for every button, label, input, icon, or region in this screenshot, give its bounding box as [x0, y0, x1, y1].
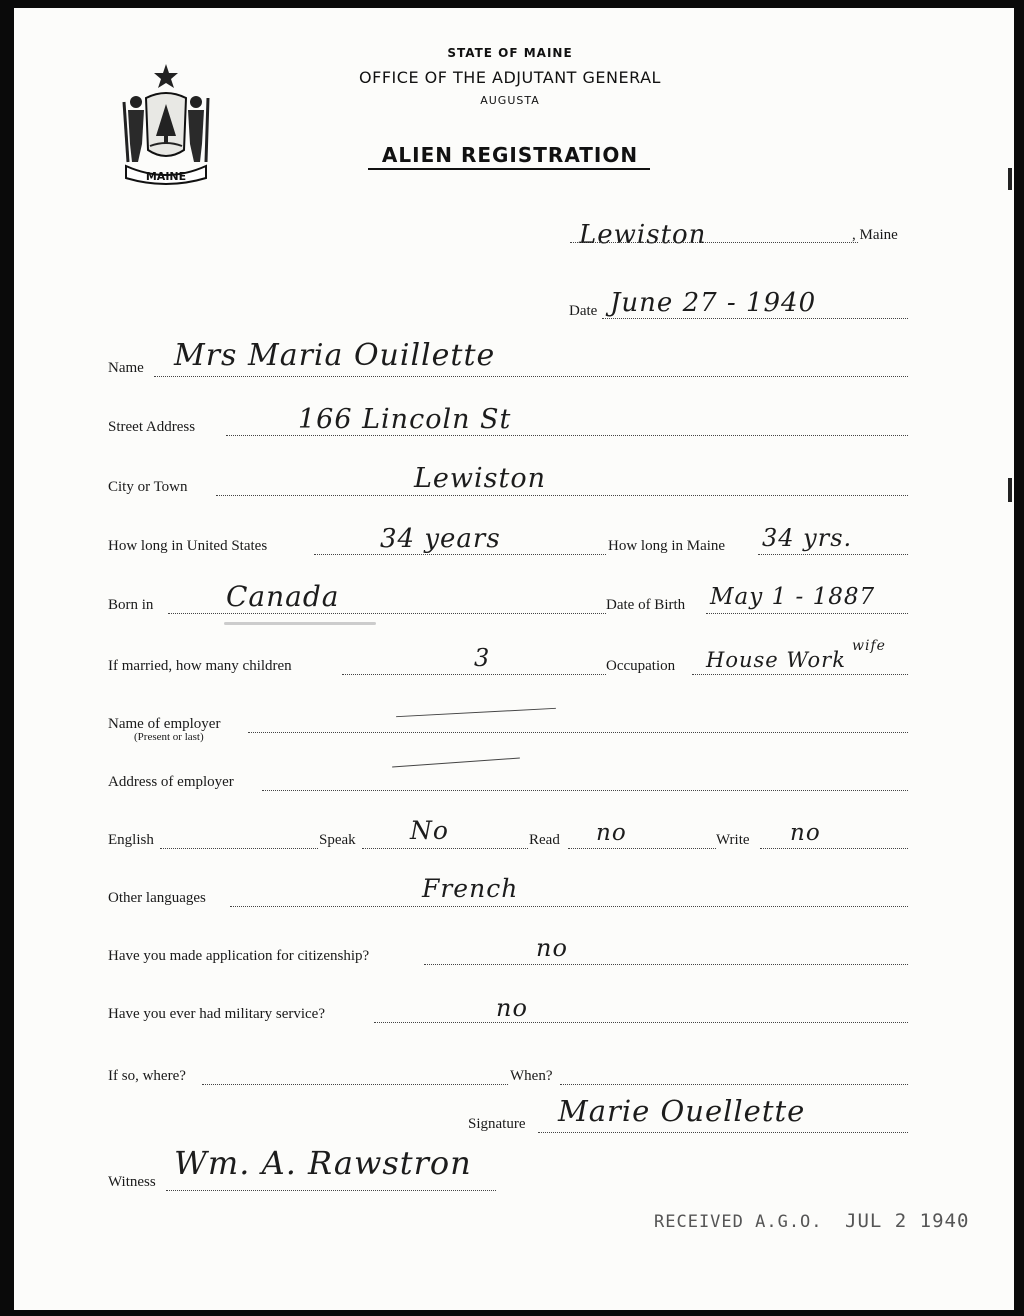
employer-address-label: Address of employer: [108, 774, 234, 790]
seal-banner-text: MAINE: [145, 170, 187, 183]
us-duration-label: How long in United States: [108, 538, 268, 554]
born-in-smudge: [224, 622, 376, 625]
maine-duration-value: 34 yrs.: [762, 524, 853, 552]
read-line: [568, 848, 716, 849]
street-value: 166 Lincoln St: [298, 404, 512, 435]
date-value: June 27 - 1940: [610, 288, 817, 318]
name-value: Mrs Maria Ouillette: [174, 338, 496, 373]
other-languages-value: French: [422, 874, 519, 903]
children-value: 3: [474, 644, 491, 672]
street-label: Street Address: [108, 419, 196, 435]
city-line: [216, 495, 908, 496]
occupation-line: [692, 674, 908, 675]
when-line: [560, 1084, 908, 1085]
location-suffix: , Maine: [852, 227, 898, 243]
title-underline: [368, 168, 650, 170]
form-title: ALIEN REGISTRATION: [381, 143, 639, 167]
edge-mark-top: [1008, 168, 1012, 190]
citizenship-line: [424, 964, 908, 965]
employer-dash: [396, 708, 556, 717]
city-value: Lewiston: [414, 463, 547, 494]
city-label: City or Town: [108, 479, 188, 495]
when-label: When?: [510, 1068, 553, 1084]
speak-label: Speak: [319, 832, 356, 848]
street-line: [226, 435, 908, 436]
write-label: Write: [716, 832, 750, 848]
employer-line: [248, 732, 908, 733]
received-stamp-label: RECEIVED A.G.O.: [654, 1212, 823, 1232]
location-line: [570, 242, 858, 243]
edge-mark-bottom: [1008, 478, 1012, 502]
other-languages-label: Other languages: [108, 890, 206, 906]
born-in-value: Canada: [226, 580, 340, 613]
date-label: Date: [569, 303, 598, 319]
speak-line: [362, 848, 528, 849]
children-label: If married, how many children: [108, 658, 292, 674]
header-state: STATE OF MAINE: [447, 46, 573, 60]
witness-line: [166, 1190, 496, 1191]
english-line: [160, 848, 318, 849]
header-office: OFFICE OF THE ADJUTANT GENERAL: [359, 68, 661, 87]
read-label: Read: [529, 832, 560, 848]
maine-duration-line: [758, 554, 908, 555]
location-value: Lewiston: [579, 220, 707, 250]
employer-address-dash: [392, 758, 520, 768]
dob-value: May 1 - 1887: [710, 584, 876, 610]
header-city: AUGUSTA: [480, 94, 540, 107]
employer-sublabel: (Present or last): [134, 731, 204, 743]
us-duration-value: 34 years: [380, 524, 501, 554]
occupation-value: House Work: [706, 648, 846, 672]
write-line: [760, 848, 908, 849]
military-line: [374, 1022, 908, 1023]
occupation-label: Occupation: [606, 658, 676, 674]
other-languages-line: [230, 906, 908, 907]
signature-label: Signature: [468, 1116, 526, 1132]
maine-state-seal-icon: [110, 58, 222, 190]
citizenship-label: Have you made application for citizenship?: [108, 948, 370, 964]
us-duration-line: [314, 554, 606, 555]
where-line: [202, 1084, 508, 1085]
english-label: English: [108, 832, 154, 848]
witness-label: Witness: [108, 1174, 156, 1190]
where-label: If so, where?: [108, 1068, 186, 1084]
date-line: [602, 318, 908, 319]
speak-value: No: [410, 816, 449, 845]
military-value: no: [496, 994, 528, 1022]
write-value: no: [790, 820, 821, 846]
employer-address-line: [262, 790, 908, 791]
form-page: [14, 8, 1014, 1310]
children-line: [342, 674, 606, 675]
received-stamp: [654, 1210, 969, 1232]
signature-line: [538, 1132, 908, 1133]
name-line: [154, 376, 908, 377]
born-in-line: [168, 613, 606, 614]
witness-value: Wm. A. Rawstron: [174, 1144, 472, 1182]
dob-label: Date of Birth: [606, 597, 686, 613]
born-in-label: Born in: [108, 597, 154, 613]
maine-duration-label: How long in Maine: [608, 538, 726, 554]
employer-label: Name of employer: [108, 716, 221, 732]
signature-value: Marie Ouellette: [558, 1094, 806, 1128]
dob-line: [706, 613, 908, 614]
military-label: Have you ever had military service?: [108, 1006, 325, 1022]
received-stamp-date: JUL 2 1940: [845, 1210, 970, 1232]
name-label: Name: [108, 360, 144, 376]
occupation-annotation: wife: [852, 638, 886, 654]
citizenship-value: no: [536, 934, 568, 962]
read-value: no: [596, 820, 627, 846]
